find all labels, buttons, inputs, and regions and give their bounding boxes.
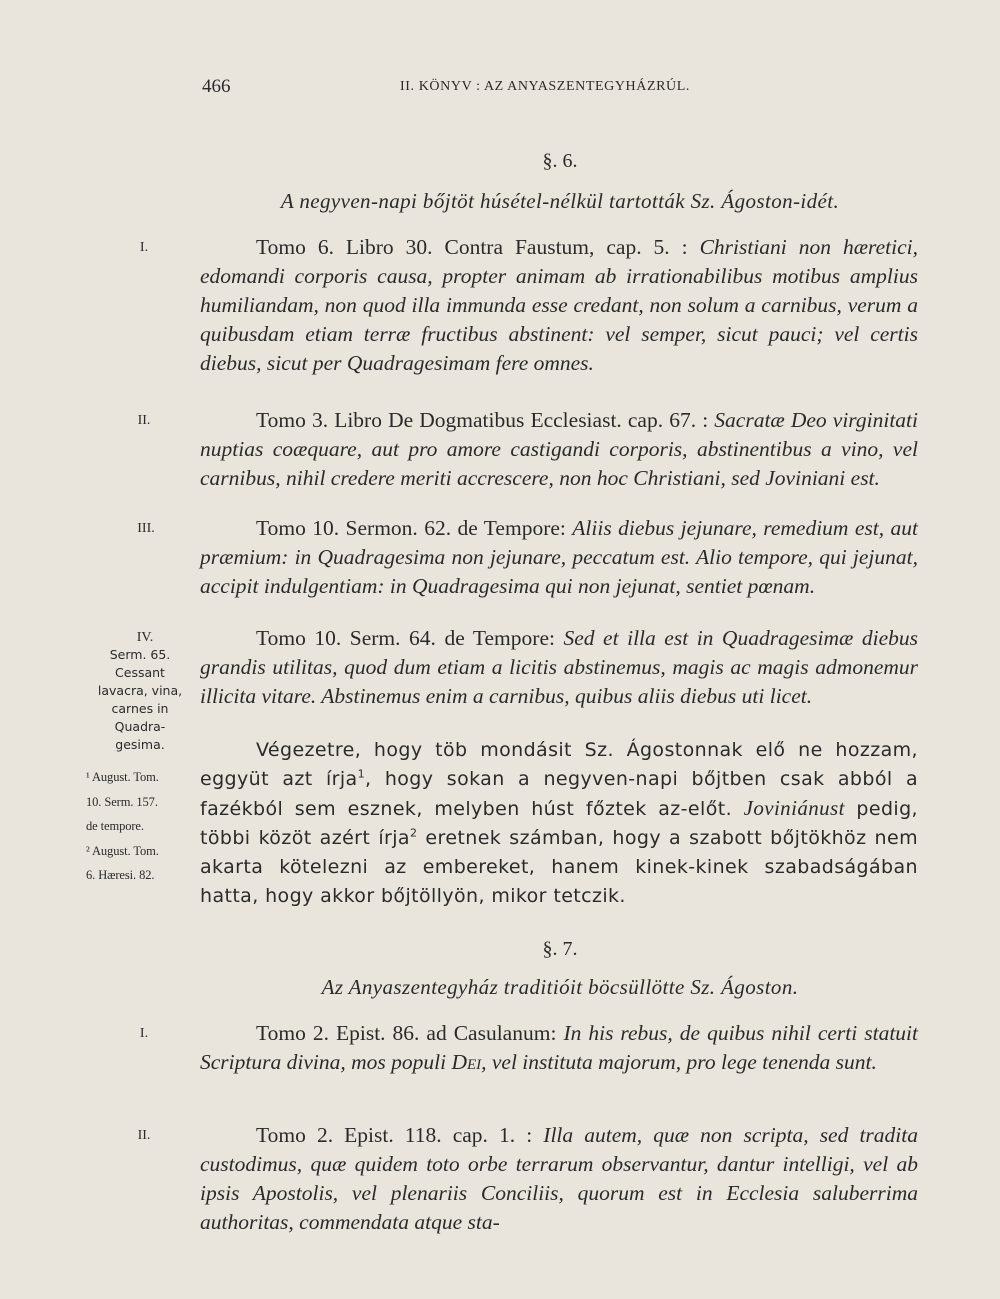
- margin-note-line: gesima.: [115, 737, 165, 752]
- hungarian-text: , hogy sokan a negyven-napi bőjtben csak abból a fazékból sem esznek, melyben húst főztek az-előt.: [200, 768, 918, 820]
- hungarian-text: eretnek számban, hogy a szabott bőjtökhöz nem akarta kötelezni az embereket, hanem kinek-kinek szabadságában hatta, hogy akkor bőjtöllyön, mikor tetczik.: [200, 827, 918, 907]
- side-footnotes: [86, 765, 204, 888]
- entry-reference: Tomo 6. Libro 30. Contra Faustum, cap. 5. :: [256, 235, 700, 259]
- latin-quote: , vel instituta majorum, pro lege tenenda sunt.: [481, 1050, 877, 1074]
- footnote-line: ² August. Tom.: [86, 843, 159, 858]
- latin-quote: Aliis diebus jejunare, remedium est, aut præmium: in Quadragesima non jejunare, peccatum est. Alio tempore, qui jejunat, accipit indulgentiam: in Quadragesima qui non jejunat, sentiet pœnam.: [200, 516, 918, 598]
- running-title: II. KÖNYV : AZ ANYASZENTEGYHÁZRÚL.: [400, 79, 691, 94]
- margin-marker-iii: III.: [137, 521, 155, 536]
- footnote-line: 10. Serm. 157.: [86, 794, 158, 809]
- margin-note-line: Cessant: [115, 665, 165, 680]
- entry-reference: Tomo 10. Serm. 64. de Tempore:: [256, 626, 564, 650]
- margin-marker-ii: II.: [137, 1128, 151, 1143]
- joviniani-name: Joviniánust: [743, 796, 845, 820]
- section-7-number: §. 7.: [542, 938, 578, 960]
- hungarian-text: pedig, többi közöt azért írja: [200, 798, 918, 849]
- margin-marker-iv: IV.: [136, 630, 154, 645]
- entry-sermon-64: [200, 624, 918, 711]
- latin-quote: Christiani non hæretici, edomandi corporis causa, propter animam ab irrationabilibus motibus amplius humiliandam, non quod illa immunda esse credant, non solum a carnibus, verum a quibusdam etiam terræ fructibus abstinent: vel semper, sicut pauci; vel certis diebus, sicut per Quadragesimam fere omnes.: [200, 235, 918, 375]
- entry-reference: Tomo 3. Libro De Dogmatibus Ecclesiast. cap. 67. :: [256, 408, 715, 432]
- entry-reference: Tomo 10. Sermon. 62. de Tempore:: [256, 516, 573, 540]
- latin-quote: Illa autem, quæ non scripta, sed tradita custodimus, quæ quidem toto orbe terrarum observantur, dantur intelligi, vel ab ipsis Apostolis, vel plenariis Conciliis, quorum est in Ecclesia saluberrima authoritas, commendata atque sta-: [200, 1123, 918, 1234]
- section-6-title: A negyven-napi bőjtöt húsétel-nélkül tartották Sz. Ágoston-idét.: [280, 189, 840, 213]
- footnote-mark-1: 1: [357, 767, 365, 781]
- margin-note-serm-65: [85, 646, 195, 754]
- section-7-title: Az Anyaszentegyház traditióit böcsüllötte Sz. Ágoston.: [321, 975, 799, 999]
- hungarian-text: Végezetre, hogy töb mondásit Sz. Ágostonnak elő ne hozzam, eggyüt azt írja: [200, 739, 918, 790]
- footnote-mark-2: 2: [409, 826, 418, 840]
- margin-note-line: carnes in: [111, 701, 169, 716]
- entry-epist-118: [200, 1121, 918, 1237]
- margin-marker-ii: II.: [137, 413, 151, 428]
- entry-de-dogmatibus: [200, 406, 918, 493]
- margin-marker-i: I.: [139, 1026, 149, 1041]
- section-6-number: §. 6.: [542, 150, 578, 172]
- latin-quote: In his rebus, de quibus nihil certi statuit Scriptura divina, mos populi: [200, 1021, 918, 1074]
- footnote-line: 6. Hæresi. 82.: [86, 868, 155, 882]
- margin-note-line: Serm. 65.: [109, 647, 171, 662]
- footnote-line: ¹ August. Tom.: [86, 770, 159, 784]
- dei-small-caps: Dei: [451, 1050, 482, 1074]
- entry-epist-86: [200, 1019, 918, 1077]
- latin-quote: Sacratæ Deo virginitati nuptias coæquare, aut pro amore castigandi corporis, abstinentibus a vino, vel carnibus, nihil credere meriti accrescere, non hoc Christiani, sed Joviniani est.: [200, 408, 918, 490]
- page-number: 466: [202, 76, 231, 97]
- entry-reference: Tomo 2. Epist. 86. ad Casulanum:: [256, 1021, 564, 1045]
- footnote-line: de tempore.: [86, 819, 144, 833]
- latin-quote: Sed et illa est in Quadragesimæ diebus grandis utilitas, quod dum etiam a licitis abstinemus, magis ac magis admonemur illicita vitare. Abstinemus enim a carnibus, quibus aliis diebus uti licet.: [200, 626, 918, 708]
- margin-note-line: Quadra-: [114, 719, 166, 734]
- entry-reference: Tomo 2. Epist. 118. cap. 1. :: [256, 1123, 544, 1147]
- page-header: [200, 76, 920, 100]
- margin-marker-i: I.: [139, 240, 149, 255]
- entry-contra-faustum: [200, 233, 918, 378]
- entry-sermon-62: [200, 514, 918, 601]
- hungarian-paragraph: [200, 736, 918, 911]
- margin-note-line: lavacra, vina,: [97, 683, 183, 698]
